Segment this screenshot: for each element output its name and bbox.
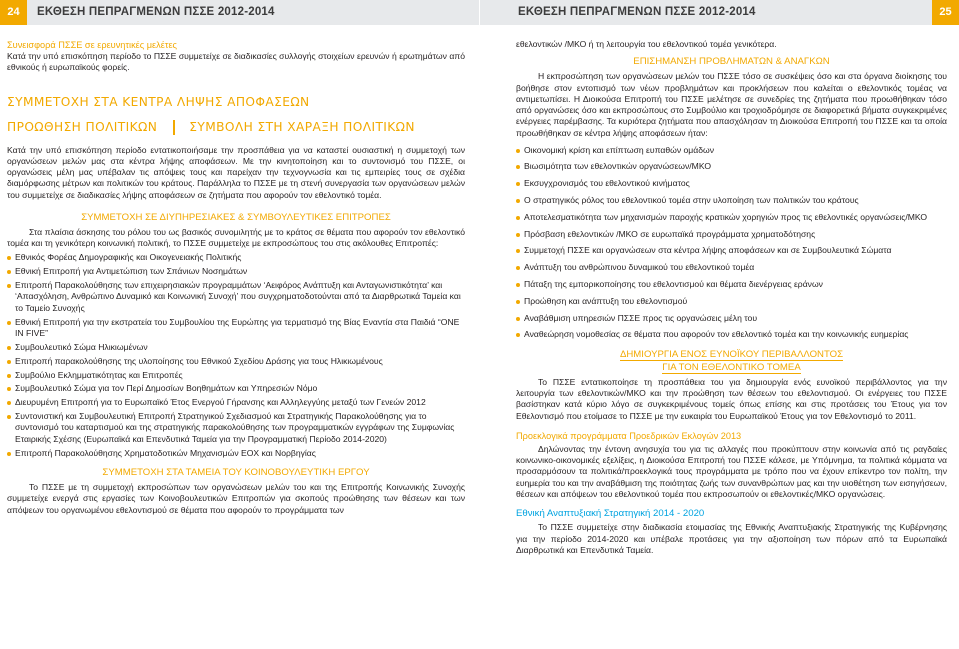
decision-heading: ΣΥΜΜΕΤΟΧΗ ΣΤΑ ΚΕΝΤΡΑ ΛΗΨΗΣ ΑΠΟΦΑΣΕΩΝ: [7, 94, 310, 109]
list-item: Συντονιστική και Συμβουλευτική Επιτροπή Στρατηγικού Σχεδιασμού και Στρατηγικής Παρακολούθησης για το συντονισμό του καταρτισμού και της στρατηγικής παρακολούθησης των προγραμματικών εγγράφων της Συμφωνίας Εταιρικής Σχέσης (Ευρωπαϊκά και Επενδυτικά Ταμεία για την Προγραμματική Περίοδο 2014-2020): [7, 411, 465, 445]
list-item: Αναθεώρηση νομοθεσίας σε θέματα που αφορούν τον εθελοντικό τομέα και την κοινωνικής ευημερίας: [516, 329, 947, 340]
left-page: [0, 0, 479, 649]
list-item: Εθνικός Φορέας Δημογραφικής και Οικογενειακής Πολιτικής: [7, 252, 465, 263]
header-title: ΕΚΘΕΣΗ ΠΕΠΡΑΓΜΕΝΩΝ ΠΣΣΕ 2012-2014: [518, 6, 756, 18]
page-number: 25: [932, 0, 959, 25]
header-title: ΕΚΘΕΣΗ ΠΕΠΡΑΓΜΕΝΩΝ ΠΣΣΕ 2012-2014: [37, 6, 275, 18]
list-item: Αποτελεσματικότητα των μηχανισμών παροχής κρατικών χορηγιών προς τις εθελοντικές οργανώσεις/ΜΚΟ: [516, 212, 947, 223]
list-item: Συμβουλευτικό Σώμα για τον Περί Δημοσίων Βοηθημάτων και Υπηρεσιών Νόμο: [7, 383, 465, 394]
left-page-body: [7, 36, 465, 516]
committees-list: [7, 252, 465, 459]
research-heading: Συνεισφορά ΠΣΣΕ σε ερευνητικές μελέτες: [7, 40, 177, 50]
council-text: Το ΠΣΣΕ με τη συμμετοχή εκπροσώπων των οργανώσεων μελών του και της Επιτροπής Κοινωνικής Συνοχής συμμετείχε ενεργά στις εργασίες των Κοινοβουλευτικών Επιτροπών για σκοπούς προώθησης των θέσεων και των απόψεων του οργανωμένου εθελοντισμού σε θέματα που αφορούν το προγράμματα των: [7, 481, 465, 515]
list-item: Συμβουλευτικό Σώμα Ηλικιωμένων: [7, 342, 465, 353]
committees-heading: ΣΥΜΜΕΤΟΧΗ ΣΕ ΔΙΥΠΗΡΕΣΙΑΚΕΣ & ΣΥΜΒΟΥΛΕΥΤΙΚΕΣ ΕΠΙΤΡΟΠΕΣ: [81, 212, 391, 224]
list-item: Πάταξη της εμπορικοποίησης του εθελοντισμού και θέματα διενέργειας εράνων: [516, 279, 947, 290]
issues-list: [516, 145, 947, 341]
list-item: Διευρυμένη Επιτροπή για το Ευρωπαϊκό Έτος Ενεργού Γήρανσης και Αλληλεγγύης μεταξύ των Γενεών 2012: [7, 397, 465, 408]
policy-headings: [7, 120, 465, 135]
election-text: Δηλώνοντας την έντονη ανησυχία του για τις αλλαγές που προκύπτουν στην κοινωνία από τις ραγδαίες κοινωνικο-οικονομικές εξελίξεις, η Διοικούσα Επιτροπή του ΠΣΣΕ κάλεσε, με Υπόμνημα, τα πολιτικά κόμματα να προσαρμόσουν τα πολιτικά/προεκλογικά τους προγράμματα με τρόπο που να έχουν επίκεντρο τον πολίτη, την ευημερία του και την αναβάθμιση της ποιότητας ζωής των συνανθρώπων μας και την υιοθέτηση των εισηγήσεων, θέσεων και απόψεων του εθελοντικού τομέα που εκπροσωπούν οι εθελοντικές/ΜΚΟ οργανώσεις.: [516, 443, 947, 500]
decision-text: Κατά την υπό επισκόπηση περίοδο εντατικοποιήσαμε την προσπάθεια για να καταστεί ουσιαστική η συμμετοχή των οργανώσεων μελών μας στα κέντρα λήψης αποφάσεων. Με την κινητοποίηση και το συντονισμό του ΠΣΣΕ, οι οργανώσεις μέλη μας υπέβαλαν τις απόψεις τους και παρείχαν την τεχνογνωσία και τις εμπειρίες τους σε σχέδια διαμόρφωσης μέτρων και πολιτικών του κράτους. Παράλληλα το ΠΣΣΕ με τη στενή συνεργασία των οργανώσεων μελών του συμμετείχε σε διαδικασίες λήψης αποφάσεων σε ζητήματα που αφορούν τον εθελοντικό τομέα.: [7, 144, 465, 200]
list-item: Αναβάθμιση υπηρεσιών ΠΣΣΕ προς τις οργανώσεις μέλη του: [516, 313, 947, 324]
list-item: Ο στρατηγικός ρόλος του εθελοντικού τομέα στην υλοποίηση των πολιτικών του κράτους: [516, 195, 947, 206]
right-page-body: [516, 39, 947, 556]
right-page: [480, 0, 959, 649]
policy-shaping-heading: ΣΥΜΒΟΛΗ ΣΤΗ ΧΑΡΑΞΗ ΠΟΛΙΤΙΚΩΝ: [189, 119, 415, 134]
intro-text: εθελοντικών /ΜΚΟ ή τη λειτουργία του εθελοντικού τομέα γενικότερα.: [516, 39, 777, 49]
fund-heading-line1: [516, 349, 947, 361]
fund-text: Το ΠΣΣΕ εντατικοποίησε τη προσπάθεια του για δημιουργία ενός ευνοϊκού περιβάλλοντος για την λειτουργία των εθελοντικών/ΜΚΟ και την προώθηση των θέσεων του εθελοντισμού. Οι ενέργειες του ΠΣΣΕ βασίστηκαν κατά κύριο λόγο σε συγκεκριμένους τομείς όπως επίσης και στις προτάσεις του Έτους για τον Εθελοντισμό που ετοίμασε το ΠΣΣΕ με την ευκαιρία του Ευρωπαϊκού Έτους για τον Εθελοντισμό το 2011.: [516, 376, 947, 421]
problems-heading: ΕΠΙΣΗΜΑΝΣΗ ΠΡΟΒΛΗΜΑΤΩΝ & ΑΝΑΓΚΩΝ: [633, 56, 830, 68]
list-item: Εκσυγχρονισμός του εθελοντικού κινήματος: [516, 178, 947, 189]
research-text: Κατά την υπό επισκόπηση περίοδο το ΠΣΣΕ συμμετείχε σε διαδικασίες συλλογής στοιχείων ερευνών ή ερωτημάτων από εθνικούς ή ευρωπαϊκούς φορείς.: [7, 51, 465, 73]
committees-text: Στα πλαίσια άσκησης του ρόλου του ως βασικός συνομιλητής με το κράτος σε θέματα που αφορούν τον εθελοντικό τομέα και τη γενικότερη κοινωνική πολιτική, το ΠΣΣΕ συμμετείχε με εκπροσώπους του στις ακόλουθες Επιτροπές:: [7, 227, 465, 249]
council-heading: ΣΥΜΜΕΤΟΧΗ ΣΤΑ ΤΑΜΕΙΑ ΤΟΥ ΚΟΙΝΟΒΟΥΛΕΥΤΙΚΗ ΕΡΓΟΥ: [102, 466, 370, 478]
fund-heading-line2: [516, 362, 947, 374]
list-item: Βιωσιμότητα των εθελοντικών οργανώσεων/ΜΚΟ: [516, 161, 947, 172]
fund-heading-line2-text: ΓΙΑ ΤΟΝ ΕΘΕΛΟΝΤΙΚΟ ΤΟΜΕΑ: [662, 361, 801, 373]
page-header: [480, 0, 959, 25]
list-item: Προώθηση και ανάπτυξη του εθελοντισμού: [516, 296, 947, 307]
strategy-heading: Εθνική Αναπτυξιακή Στρατηγική 2014 - 2020: [516, 508, 705, 520]
list-item: Εθνική Επιτροπή για Αντιμετώπιση των Σπάνιων Νοσημάτων: [7, 266, 465, 277]
list-item: Επιτροπή παρακολούθησης της υλοποίησης του Εθνικού Σχεδίου Δράσης για τους Ηλικιωμένους: [7, 356, 465, 367]
election-heading: Προεκλογικά προγράμματα Προεδρικών Εκλογών 2013: [516, 430, 742, 441]
list-item: Συμμετοχή ΠΣΣΕ και οργανώσεων στα κέντρα λήψης αποφάσεων και σε Συμβουλευτικά Σώματα: [516, 245, 947, 256]
list-item: Εθνική Επιτροπή για την εκστρατεία του Συμβουλίου της Ευρώπης για τερματισμό της Βίας Εναντία στα Παιδιά “ONE IN FIVE”: [7, 317, 465, 340]
list-item: Συμβούλιο Εκλημματικότητας και Επιτροπές: [7, 370, 465, 381]
list-item: Οικονομική κρίση και επίπτωση ευπαθών ομάδων: [516, 145, 947, 156]
list-item: Πρόσβαση εθελοντικών /ΜΚΟ σε ευρωπαϊκά προγράμματα χρηματοδότησης: [516, 229, 947, 240]
fund-heading-line1-text: ΔΗΜΙΟΥΡΓΙΑ ΕΝΟΣ ΕΥΝΟΪΚΟΥ ΠΕΡΙΒΑΛΛΟΝΤΟΣ: [619, 348, 844, 360]
strategy-text: Το ΠΣΣΕ συμμετείχε στην διαδικασία ετοιμασίας της Εθνικής Αναπτυξιακής Στρατηγικής της Κυβέρνησης για την περίοδο 2014-2020 και υπέβαλε προτάσεις για την αξιοποίηση των πόρων από τα Ευρωπαϊκά Διαρθρωτικά και Επενδυτικά Ταμεία.: [516, 522, 947, 555]
list-item: Επιτροπή Παρακολούθησης Χρηματοδοτικών Μηχανισμών ΕΟΧ και Νορβηγίας: [7, 448, 465, 459]
problems-text: Η εκπροσώπηση των οργανώσεων μελών του ΠΣΣΕ τόσο σε συσκέψεις όσο και στα όργανα διοίκησης του βοήθησε στον εντοπισμό των νέων προβλημάτων και προκλήσεων που καλείται ο εθελοντικός τομέας να αντιμετωπίσει. Η Διοικούσα Επιτροπή του ΠΣΣΕ μελέτησε σε συνεδρίες της ζητήματα που προωθήθηκαν τόσο από οργανώσεις όσο και εκπροσώπους στο Συμβούλιο και τροχιοδρόμησε σε διαφορετικά βήματα συγκεκριμένες ενέργειες παρέμβασης. Τα κυριότερα ζητήματα που απασχόλησαν τη Διοικούσα Επιτροπή του ΠΣΣΕ και τα οποία προωθήθηκαν σε κέντρα λήψης αποφάσεων ήταν:: [516, 71, 947, 138]
list-item: Επιτροπή Παρακολούθησης των επιχειρησιακών προγραμμάτων ‘Αειφόρος Ανάπτυξη και Ανταγωνιστικότητα’ και ‘Απασχόληση, Ανθρώπινο Δυναμικό και Κοινωνική Συνοχή’ που συγχρηματοδοτούνται από τα Διαρθρωτικά Ταμεία και το Ταμείο Συνοχής: [7, 280, 465, 314]
page-header: [0, 0, 479, 25]
list-item: Ανάπτυξη του ανθρώπινου δυναμικού του εθελοντικού τομέα: [516, 262, 947, 273]
page-number: 24: [0, 0, 27, 25]
policy-promotion-heading: ΠΡΟΩΘΗΣΗ ΠΟΛΙΤΙΚΩΝ: [7, 119, 158, 134]
heading-divider: [173, 120, 175, 135]
